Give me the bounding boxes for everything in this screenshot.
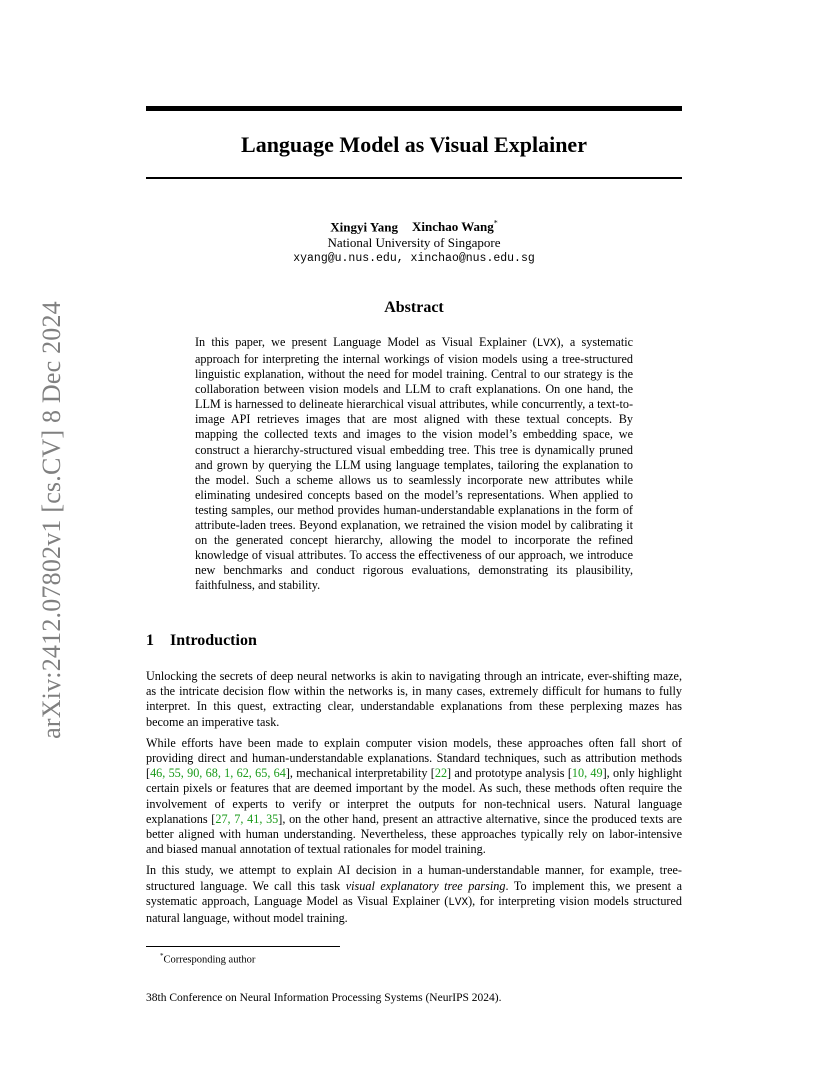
corresponding-author-mark: * [493,219,498,228]
section-heading [146,631,682,651]
author-name: Xingyi Yang [330,219,399,235]
introduction-body [146,669,682,932]
paragraph: Unlocking the secrets of deep neural networks is akin to navigating through an intricate, ever-shifting maze, as the intricate decision flow within the networks is, in many cases, extremely difficult for humans to fully interpret. In this quest, extracting clear, understandable explanations from these perplexing mazes has become an imperative task. [146,669,682,729]
abstract-heading: Abstract [384,299,444,316]
section-number: 1 [146,632,154,649]
author-affiliation: National University of Singapore [327,235,501,251]
method-acronym: LVX [448,896,469,909]
conference-notice: 38th Conference on Neural Information Processing Systems (NeurIPS 2024). [146,992,502,1004]
paragraph: While efforts have been made to explain computer vision models, these approaches often fall short of providing direct and human-understandable explanations. Standard techniques, such as attribution methods [46, 55, 90, 68, 1, 62, 65, 64], mechanical interpretability [22] and prototype analysis [10, 49], only highlight certain pixels or features that are deemed important by the model. As such, these methods often require the involvement of experts to verify or interpret the outputs for non-technical users. Natural language explanations [27, 7, 41, 35], on the other hand, present an attractive alternative, since the produced texts are better aligned with human understanding. Nevertheless, these approaches typically rely on labor-intensive and biased manual annotation of textual rationales for model training. [146,735,683,857]
emphasized-term: visual explanatory tree parsing [345,878,506,893]
section-title: Introduction [170,632,257,649]
author-name: Xinchao Wang* [412,219,498,235]
abstract-text: In this paper, we present Language Model as Visual Explainer (LVX), a systematic approach for interpreting the internal workings of vision models using a tree-structured linguistic explanation, without the need for model training. Central to our strategy is the collaboration between vision models and LLM to craft explanations. On one hand, the LLM is harnessed to delineate hierarchical visual attributes, while concurrently, a text-to-image API retrieves images that are most aligned with these textual concepts. By mapping the collected texts and images to the vision model’s embedding space, we construct a hierarchy-structured visual embedding tree. This tree is dynamically pruned and grown by querying the LLM using language templates, tailoring the explanation to the model. Such a scheme allows us to seamlessly incorporate new attributes while eliminating undesired concepts based on the model’s representations. When applied to testing samples, our method provides human-understandable explanations in the form of attribute-laden trees. Beyond explanation, we retrained the vision model by calibrating it on the generated concept hierarchy, allowing the model to incorporate the refined knowledge of visual attributes. To access the effectiveness of our approach, we introduce new benchmarks and conduct rigorous evaluations, demonstrating its plausibility, faithfulness, and stability. [195,335,633,593]
footnote [160,950,255,967]
paragraph: In this study, we attempt to explain AI decision in a human-understandable manner, for example, tree-structured language. We call this task visual explanatory tree parsing. To implement this, we present a systematic approach, Language Model as Visual Explainer (LVX), for interpreting vision models structured natural language, without model training. [146,863,682,926]
arxiv-identifier-stamp: arXiv:2412.07802v1 [cs.CV] 8 Dec 2024 [37,301,66,739]
title-bottom-rule [146,177,682,179]
citation-link[interactable]: 10, 49 [571,766,603,781]
citation-link[interactable]: 27, 7, 41, 35 [215,811,279,826]
citation-link[interactable]: 46, 55, 90, 68, 1, 62, 65, 64 [150,766,286,781]
author-block [146,216,682,267]
title-top-rule [146,106,682,111]
citation-link[interactable]: 22 [434,766,448,781]
method-acronym: LVX [536,338,557,350]
footnote-mark: * [160,952,164,960]
author-names [146,216,682,235]
paper-title: Language Model as Visual Explainer [241,132,587,157]
footnote-rule [146,946,340,947]
author-emails: xyang@u.nus.edu, xinchao@nus.edu.sg [293,252,535,266]
footnote-text: Corresponding author [163,954,256,966]
